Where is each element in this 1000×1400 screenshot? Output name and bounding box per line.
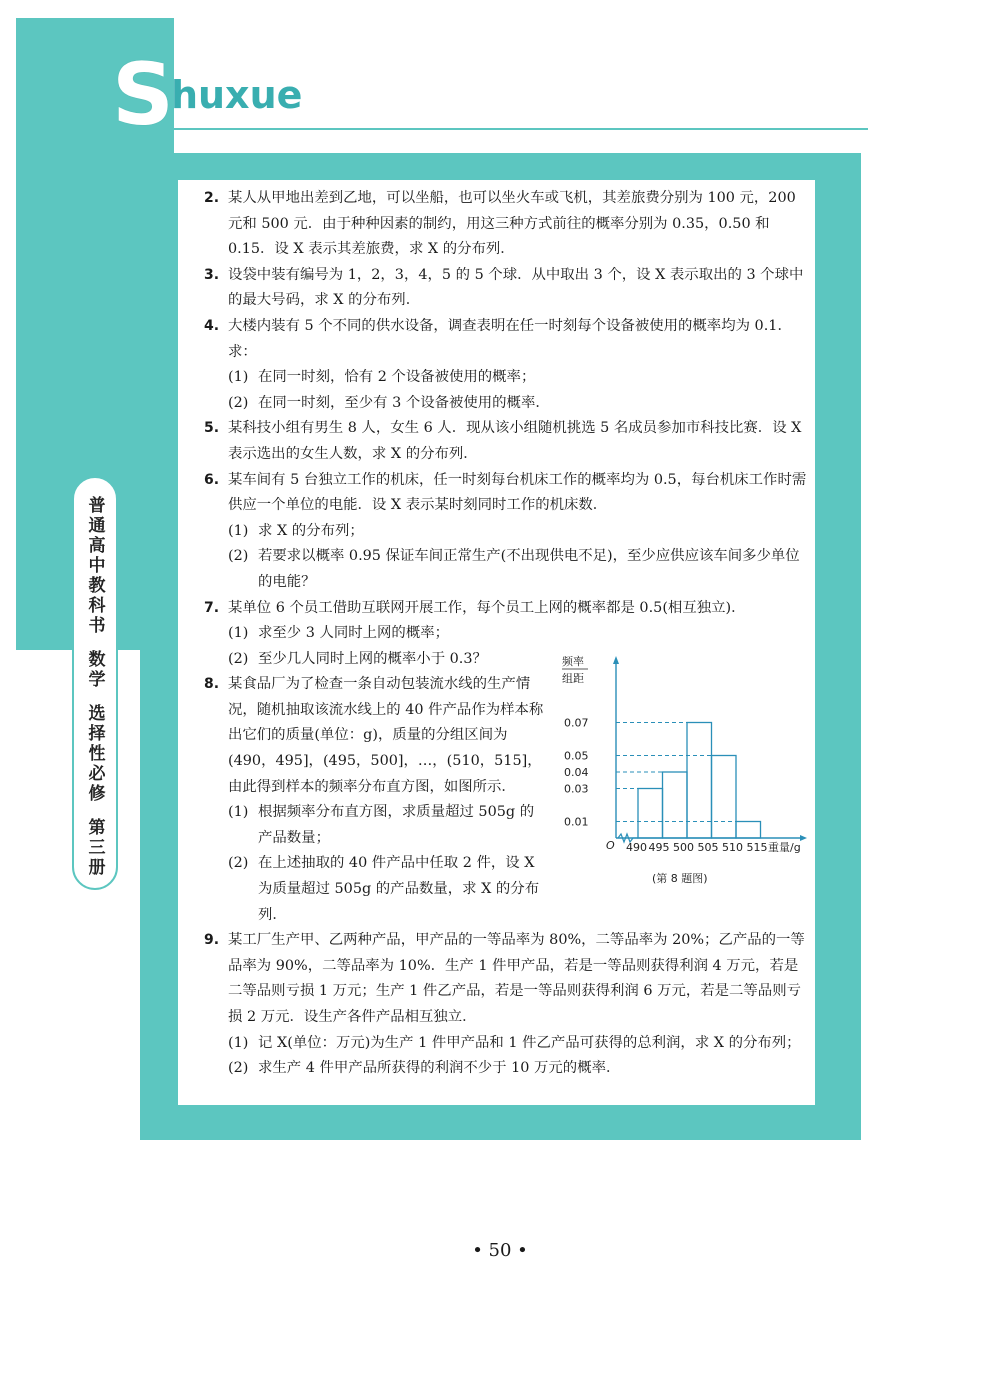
exercise-number: 3.: [204, 266, 220, 283]
x-tick-label: 495: [648, 841, 670, 854]
subitem-number: (1): [228, 522, 249, 539]
subitem-text: 求生产 4 件甲产品所获得的利润不少于 10 万元的概率．: [258, 1060, 621, 1077]
x-tick-label: 510: [722, 841, 743, 854]
subitem-text: 求至少 3 人同时上网的概率；: [258, 625, 449, 642]
book-series: 普通高中教科书: [84, 496, 105, 636]
exercise-item: [196, 186, 808, 263]
y-axis-label-top: 频率: [562, 655, 584, 668]
logo-rest: huxue: [170, 73, 303, 117]
exercise-subitem: [196, 851, 548, 928]
exercise-subitem: [196, 800, 548, 851]
histogram-bar: [687, 723, 712, 839]
chart-caption: (第 8 题图): [652, 872, 708, 885]
book-number: 第三册: [84, 818, 105, 878]
x-tick-label: 490: [626, 841, 647, 854]
y-tick-label: 0.07: [564, 716, 589, 730]
book-subject: 数学: [84, 650, 105, 690]
y-axis-arrow: [613, 656, 619, 664]
exercise-subitem: [196, 621, 808, 647]
book-volume: 选择性必修: [84, 704, 105, 804]
exercise-text: 某科技小组有男生 8 人，女生 6 人．现从该小组随机挑选 5 名成员参加市科技比赛．设 X 表示选出的女生人数，求 X 的分布列．: [228, 420, 802, 462]
exercise-text: 设袋中装有编号为 1，2，3，4，5 的 5 个球．从中取出 3 个，设 X 表示取出的 3 个球中的最大号码，求 X 的分布列．: [228, 266, 804, 309]
exercise-subitem: [196, 519, 808, 545]
exercise-item: [196, 468, 808, 519]
exercise-number: 2.: [204, 190, 220, 206]
histogram-bar: [712, 756, 737, 839]
exercise-text: 大楼内装有 5 个不同的供水设备，调查表明在任一时刻每个设备被使用的概率均为 0.1．求：: [228, 317, 792, 360]
origin-label: O: [606, 839, 615, 852]
logo-initial: S: [112, 45, 171, 145]
exercise-item: [196, 263, 808, 314]
exercise-item: [196, 596, 808, 622]
y-tick-label: 0.03: [564, 782, 589, 796]
subitem-number: (2): [228, 650, 249, 667]
frequency-histogram: [560, 648, 810, 898]
x-tick-label: 505: [697, 841, 719, 854]
subitem-number: (1): [228, 369, 249, 386]
exercise-list: [196, 186, 808, 1082]
subitem-number: (2): [228, 548, 249, 565]
subitem-number: (1): [228, 804, 249, 821]
x-axis-label: 重量/g: [768, 841, 801, 854]
subitem-text: 若要求以概率 0.95 保证车间正常生产(不出现供电不足)，至少应供应该车间多少单位的电能？: [258, 548, 800, 590]
shuxue-logo: [112, 45, 303, 145]
exercise-subitem: [196, 391, 808, 417]
y-tick-label: 0.01: [564, 815, 589, 829]
exercise-subitem: [196, 544, 808, 595]
y-tick-label: 0.05: [564, 749, 589, 763]
exercise-item: [196, 672, 548, 800]
exercise-item: [196, 314, 808, 365]
exercise-item: [196, 928, 808, 1030]
exercise-number: 6.: [204, 471, 220, 488]
exercise-number: 7.: [204, 599, 220, 616]
exercise-number: 9.: [204, 932, 220, 949]
subitem-number: (1): [228, 625, 249, 642]
exercise-subitem: [196, 1056, 808, 1082]
exercise-text: 某人从甲地出差到乙地，可以坐船，也可以坐火车或飞机，其差旅费分别为 100 元，200 元和 500 元．由于种种因素的制约，用这三种方式前往的概率分别为 0.35，0.50 和 0.15．设 X 表示其差旅费，求 X 的分布列．: [228, 190, 796, 258]
exercise-subitem: [196, 365, 808, 391]
exercise-number: 5.: [204, 420, 220, 437]
page-number: • 50 •: [472, 1240, 528, 1261]
subitem-text: 记 X(单位：万元)为生产 1 件甲产品和 1 件乙产品可获得的总利润，求 X 的分布列；: [258, 1034, 801, 1051]
exercise-text: 某工厂生产甲、乙两种产品，甲产品的一等品率为 80%，二等品率为 20%；乙产品的一等品率为 90%，二等品率为 10%．生产 1 件甲产品，若是一等品则获得利润 4 万元，若是二等品则亏损 1 万元；生产 1 件乙产品，若是一等品则获得利润 6 万元，若是二等品则亏损 2 万元．设生产各件产品相互独立．: [228, 932, 805, 1025]
histogram-figure: [560, 648, 810, 898]
exercise-subitem: [196, 1031, 808, 1057]
subitem-text: 在同一时刻，至少有 3 个设备被使用的概率．: [258, 394, 550, 411]
y-axis-label-bottom: 组距: [562, 672, 584, 685]
subitem-text: 至少几人同时上网的概率小于 0.3？: [258, 650, 487, 667]
subitem-text: 求 X 的分布列；: [258, 522, 364, 539]
histogram-bar: [736, 822, 761, 839]
exercise-number: 8.: [204, 676, 220, 693]
exercise-text: 某食品厂为了检查一条自动包装流水线的生产情况，随机抽取该流水线上的 40 件产品作为样本称出它们的质量(单位：g)，质量的分组区间为(490，495]，(495，500]，…，(510，515]，由此得到样本的频率分布直方图，如图所示．: [228, 676, 544, 795]
subitem-text: 在同一时刻，恰有 2 个设备被使用的概率；: [258, 369, 536, 386]
x-axis-arrow: [800, 835, 807, 841]
subitem-number: (2): [228, 855, 249, 872]
book-title-tab: [72, 476, 118, 890]
y-tick-label: 0.04: [564, 766, 589, 779]
exercise-item: [196, 416, 808, 467]
exercise-text: 某单位 6 个员工借助互联网开展工作，每个员工上网的概率都是 0.5(相互独立)．: [228, 599, 746, 616]
histogram-bar: [638, 789, 663, 839]
exercise-number: 4.: [204, 317, 220, 334]
subitem-text: 在上述抽取的 40 件产品中任取 2 件，设 X 为质量超过 505g 的产品数量，求 X 的分布列．: [258, 855, 540, 923]
subitem-number: (2): [228, 1060, 249, 1077]
subitem-number: (2): [228, 394, 249, 411]
subitem-number: (1): [228, 1034, 249, 1051]
x-tick-label: 515: [746, 841, 768, 854]
x-tick-label: 500: [673, 841, 694, 854]
exercise-text: 某车间有 5 台独立工作的机床，任一时刻每台机床工作的概率均为 0.5，每台机床工作时需供应一个单位的电能．设 X 表示某时刻同时工作的机床数．: [228, 471, 807, 514]
histogram-bar: [663, 772, 688, 838]
subitem-text: 根据频率分布直方图，求质量超过 505g 的产品数量；: [258, 804, 535, 846]
